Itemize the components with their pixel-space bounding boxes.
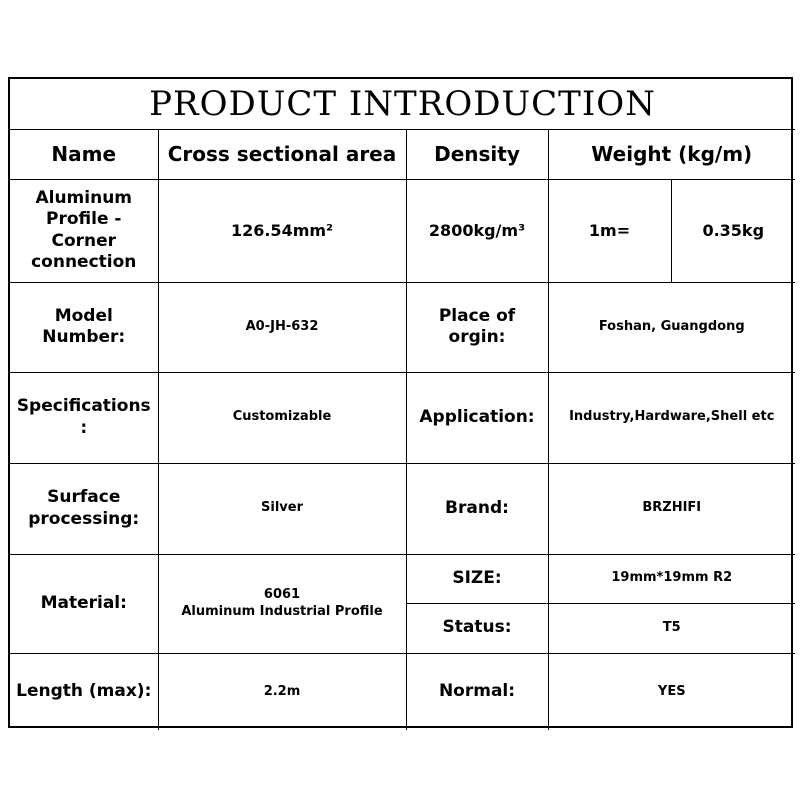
material-value	[158, 554, 406, 653]
table-title: PRODUCT INTRODUCTION	[10, 79, 795, 129]
specifications-value: Customizable	[158, 372, 406, 463]
model-number-label: Model Number:	[10, 282, 158, 372]
spec-table	[10, 79, 795, 730]
size-value: 19mm*19mm R2	[548, 554, 795, 603]
specifications-label: Specifications :	[10, 372, 158, 463]
weight-value: 0.35kg	[671, 179, 795, 282]
length-max-value: 2.2m	[158, 653, 406, 730]
brand-label: Brand:	[406, 463, 548, 554]
density-value: 2800kg/m³	[406, 179, 548, 282]
place-of-origin-label: Place of orgin:	[406, 282, 548, 372]
product-introduction-table	[8, 77, 793, 728]
application-label: Application:	[406, 372, 548, 463]
normal-label: Normal:	[406, 653, 548, 730]
length-max-label: Length (max):	[10, 653, 158, 730]
normal-value: YES	[548, 653, 795, 730]
header-density: Density	[406, 129, 548, 179]
header-weight: Weight (kg/m)	[548, 129, 795, 179]
product-name: Aluminum Profile - Corner connection	[10, 179, 158, 282]
status-label: Status:	[406, 603, 548, 653]
model-number-value: A0-JH-632	[158, 282, 406, 372]
cross-sectional-area-value: 126.54mm²	[158, 179, 406, 282]
material-label: Material:	[10, 554, 158, 653]
header-cross-sectional-area: Cross sectional area	[158, 129, 406, 179]
brand-value: BRZHIFI	[548, 463, 795, 554]
place-of-origin-value: Foshan, Guangdong	[548, 282, 795, 372]
weight-unit-length: 1m=	[548, 179, 671, 282]
surface-processing-value: Silver	[158, 463, 406, 554]
material-description: Aluminum Industrial Profile	[181, 603, 383, 619]
header-name: Name	[10, 129, 158, 179]
status-value: T5	[548, 603, 795, 653]
application-value: Industry,Hardware,Shell etc	[548, 372, 795, 463]
size-label: SIZE:	[406, 554, 548, 603]
material-grade: 6061	[263, 587, 301, 603]
surface-processing-label: Surface processing:	[10, 463, 158, 554]
